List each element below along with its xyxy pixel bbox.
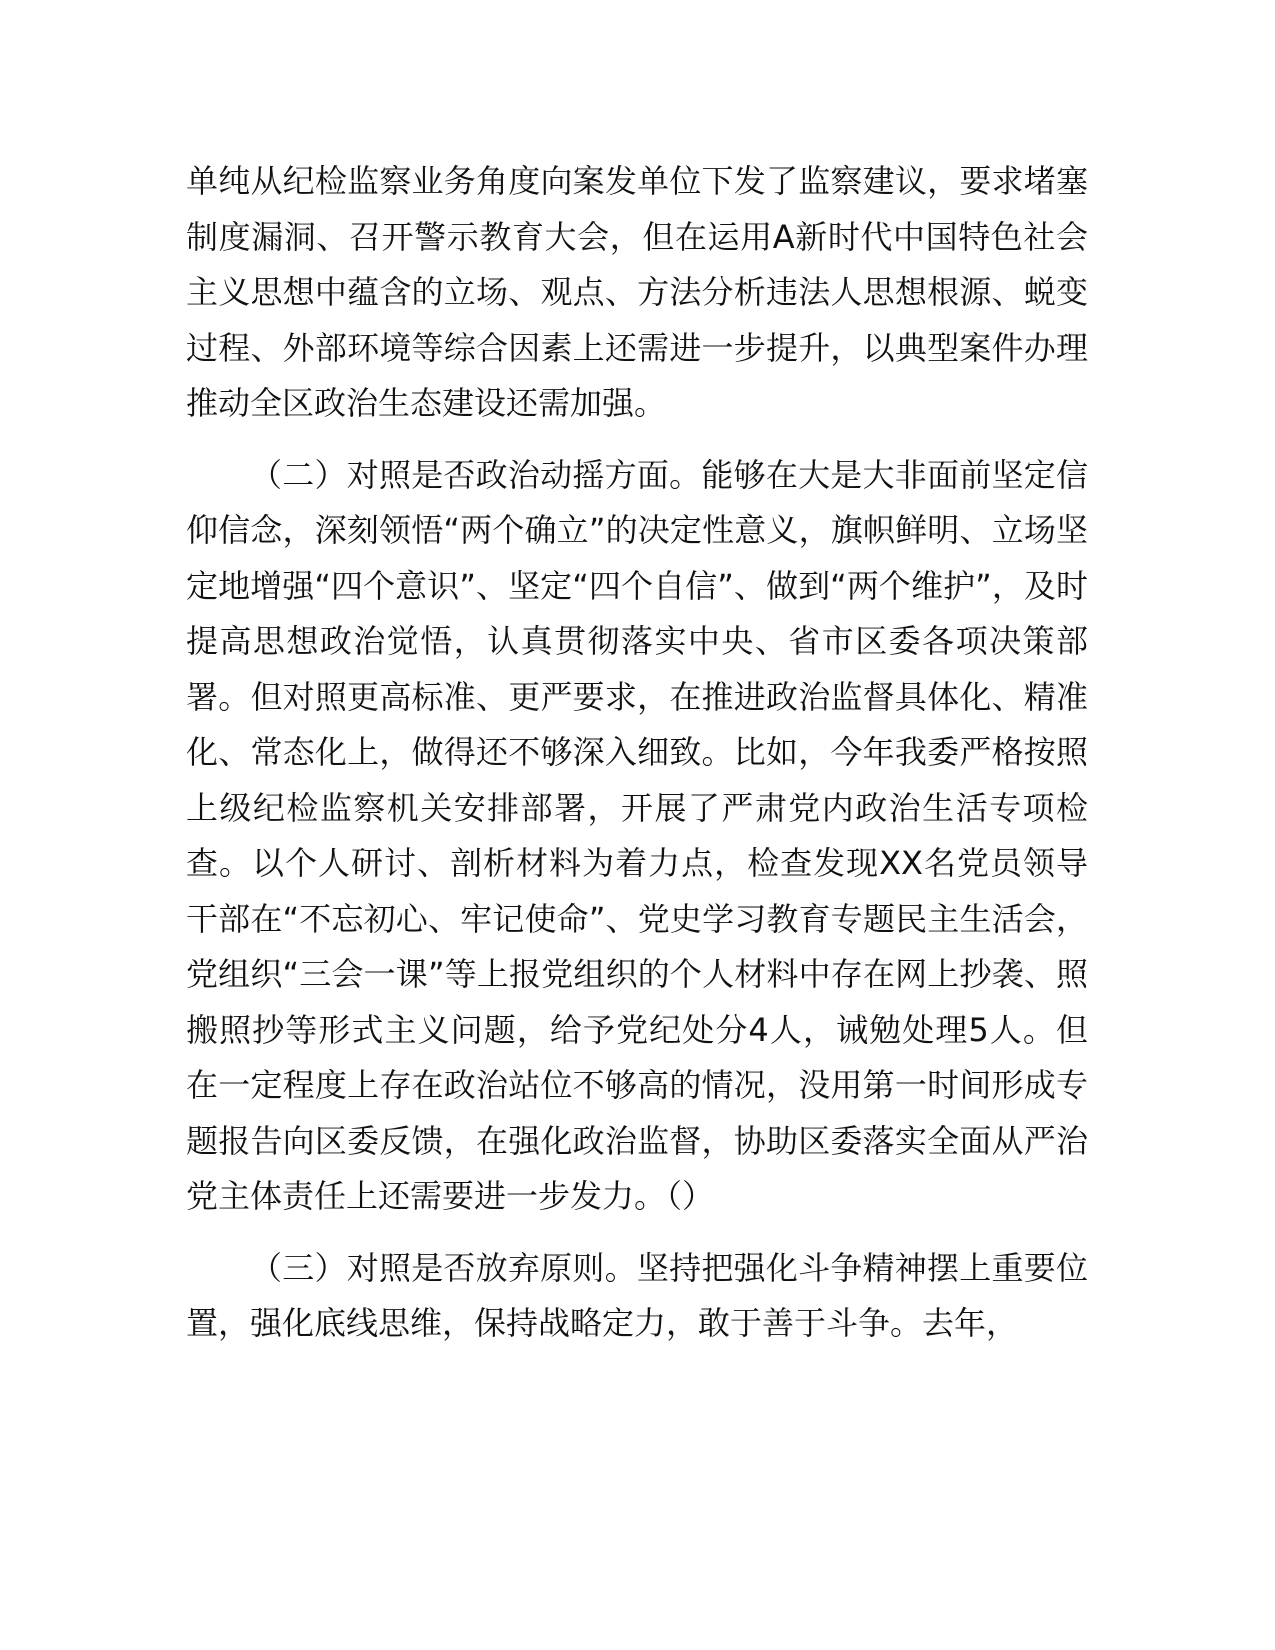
paragraph-continued: 单纯从纪检监察业务角度向案发单位下发了监察建议，要求堵塞制度漏洞、召开警示教育大会，但在运用A新时代中国特色社会主义思想中蕴含的立场、观点、方法分析违法人思想根源、蜕变过程、外部环境等综合因素上还需进一步提升，以典型案件办理推动全区政治生态建设还需加强。 <box>186 162 1088 422</box>
paragraph-section-three: （三）对照是否放弃原则。坚持把强化斗争精神摆上重要位置，强化底线思维，保持战略定力，敢于善于斗争。去年， <box>186 1248 1088 1342</box>
document-body <box>186 154 1088 1352</box>
paragraph-section-two: （二）对照是否政治动摇方面。能够在大是大非面前坚定信仰信念，深刻领悟“两个确立”的决定性意义，旗帜鲜明、立场坚定地增强“四个意识”、坚定“四个自信”、做到“两个维护”，及时提高思想政治觉悟，认真贯彻落实中央、省市区委各项决策部署。但对照更高标准、更严要求，在推进政治监督具体化、精准化、常态化上，做得还不够深入细致。比如，今年我委严格按照上级纪检监察机关安排部署，开展了严肃党内政治生活专项检查。以个人研讨、剖析材料为着力点，检查发现XX名党员领导干部在“不忘初心、牢记使命”、党史学习教育专题民主生活会，党组织“三会一课”等上报党组织的个人材料中存在网上抄袭、照搬照抄等形式主义问题，给予党纪处分4人，诫勉处理5人。但在一定程度上存在政治站位不够高的情况，没用第一时间形成专题报告向区委反馈，在强化政治监督，协助区委落实全面从严治党主体责任上还需要进一步发力。（） <box>186 455 1088 1215</box>
